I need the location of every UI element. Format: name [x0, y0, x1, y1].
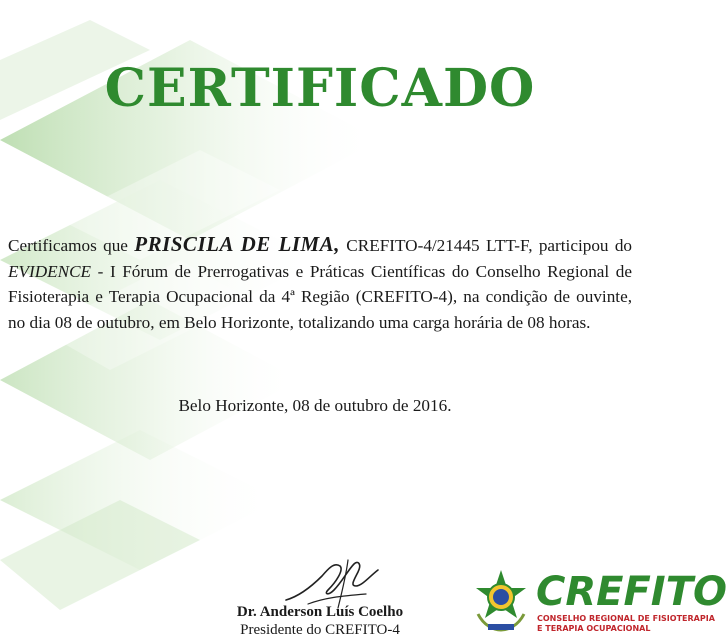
- certificate-title: CERTIFICADO: [104, 58, 536, 119]
- signer-name: Dr. Anderson Luís Coelho: [236, 604, 404, 620]
- crefito-logo-subtitle: [537, 614, 715, 634]
- body-intro: Certificamos que: [8, 236, 128, 255]
- national-coat-of-arms-icon: [470, 568, 532, 634]
- logo-subtitle-line2: E TERAPIA OCUPACIONAL: [537, 624, 651, 633]
- place-date: Belo Horizonte, 08 de outubro de 2016.: [178, 396, 452, 415]
- event-name: EVIDENCE: [8, 261, 92, 281]
- crefito-logo: CREFITO: [536, 569, 727, 615]
- recipient-name: PRISCILA DE LIMA,: [134, 232, 340, 256]
- body-part2: - I Fórum de Prerrogativas e Práticas Científicas do Conselho Regional de Fisioterapia e Terapia Ocupacional da 4ª Região (CREFITO-4), na condição de ouvinte, no dia 08 de outubro, em Belo Horizonte, totalizando uma carga horária de 08 horas.: [8, 261, 632, 332]
- signer-role: Presidente do CREFITO-4: [240, 622, 400, 638]
- handwritten-signature: [278, 556, 388, 612]
- body-part1: CREFITO-4/21445 LTT-F, participou do: [346, 236, 633, 255]
- logo-subtitle-line1: CONSELHO REGIONAL DE FISIOTERAPIA: [537, 614, 715, 623]
- certificate-body: [8, 232, 632, 335]
